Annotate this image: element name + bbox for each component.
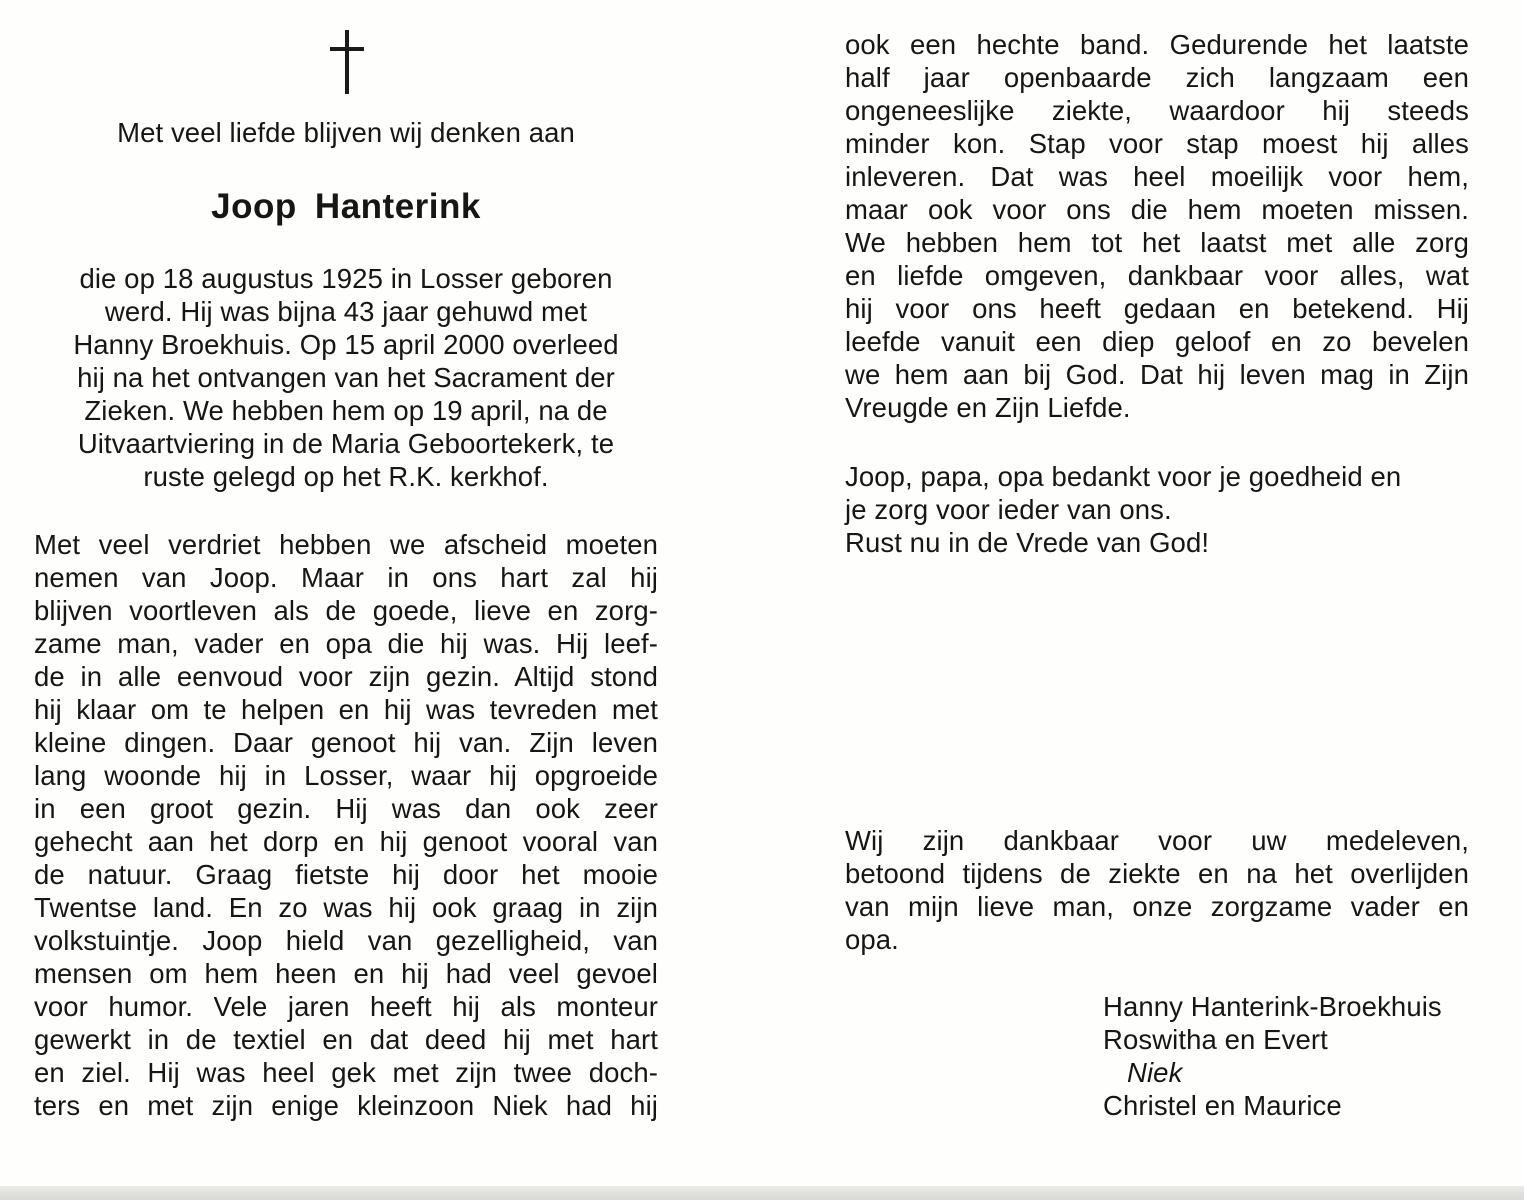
story-line: leefde vanuit een diep geloof en zo bevelen <box>845 326 1469 357</box>
thanks-line: van mijn lieve man, onze zorgzame vader en <box>845 891 1469 922</box>
story-line: en liefde omgeven, dankbaar voor alles, wat <box>845 260 1469 291</box>
story-line: Met veel verdriet hebben we afscheid moeten <box>34 529 658 560</box>
story-line: de natuur. Graag fietste hij door het mooie <box>34 859 658 890</box>
farewell-paragraph <box>845 460 1469 559</box>
story-line: Twentse land. En zo was hij ook graag in zijn <box>34 892 658 923</box>
latin-cross-icon <box>327 30 367 94</box>
thanks-line: Wij zijn dankbaar voor uw medeleven, <box>845 825 1469 856</box>
bio-paragraph <box>34 262 658 493</box>
farewell-line: je zorg voor ieder van ons. <box>845 494 1172 525</box>
story-line: de in alle eenvoud voor zijn gezin. Altijd stond <box>34 661 658 692</box>
intro-text: Met veel liefde blijven wij denken aan <box>117 117 575 148</box>
story-line: minder kon. Stap voor stap moest hij alles <box>845 128 1469 159</box>
story-line: kleine dingen. Daar genoot hij van. Zijn leven <box>34 727 658 758</box>
story-line: gewerkt in de textiel en dat deed hij met hart <box>34 1024 658 1055</box>
farewell-line: Joop, papa, opa bedankt voor je goedheid en <box>845 461 1402 492</box>
bio-line: ruste gelegd op het R.K. kerkhof. <box>143 461 549 492</box>
story-line: inleveren. Dat was heel moeilijk voor hem, <box>845 161 1469 192</box>
thanks-line: opa. <box>845 924 899 955</box>
story-line: ters en met zijn enige kleinzoon Niek had hij <box>34 1090 658 1121</box>
thanks-paragraph <box>845 824 1469 956</box>
signer-name: Roswitha en Evert <box>1103 1024 1328 1055</box>
story-line: we hem aan bij God. Dat hij leven mag in Zijn <box>845 359 1469 390</box>
story-line: en ziel. Hij was heel gek met zijn twee doch- <box>34 1057 658 1088</box>
story-line: Vreugde en Zijn Liefde. <box>845 392 1131 423</box>
continued-story-paragraph <box>845 28 1469 424</box>
story-line: zame man, vader en opa die hij was. Hij leef- <box>34 628 658 659</box>
bio-line: hij na het ontvangen van het Sacrament der <box>77 362 615 393</box>
signer-name: Christel en Maurice <box>1103 1090 1342 1121</box>
story-line: gehecht aan het dorp en hij genoot vooral van <box>34 826 658 857</box>
story-line: mensen om hem heen en hij had veel gevoel <box>34 958 658 989</box>
story-line: ook een hechte band. Gedurende het laatste <box>845 29 1469 60</box>
story-line: lang woonde hij in Losser, waar hij opgroeide <box>34 760 658 791</box>
story-line: nemen van Joop. Maar in ons hart zal hij <box>34 562 658 593</box>
story-line: hij klaar om te helpen en hij was tevreden met <box>34 694 658 725</box>
story-line: hij voor ons heeft gedaan en betekend. Hij <box>845 293 1469 324</box>
story-line: ongeneeslijke ziekte, waardoor hij steeds <box>845 95 1469 126</box>
farewell-line: Rust nu in de Vrede van God! <box>845 527 1210 558</box>
story-paragraph <box>34 528 658 1122</box>
bio-line: Hanny Broekhuis. Op 15 april 2000 overleed <box>73 329 619 360</box>
signer-name: Niek <box>1127 1057 1183 1088</box>
bio-line: Zieken. We hebben hem op 19 april, na de <box>84 395 608 426</box>
bio-line: Uitvaartviering in de Maria Geboortekerk, te <box>77 428 615 459</box>
bio-line: werd. Hij was bijna 43 jaar gehuwd met <box>104 296 588 327</box>
story-line: We hebben hem tot het laatst met alle zorg <box>845 227 1469 258</box>
deceased-name: Joop Hanterink <box>211 187 481 226</box>
story-line: maar ook voor ons die hem moeten missen. <box>845 194 1469 225</box>
story-line: volkstuintje. Joop hield van gezelligheid, van <box>34 925 658 956</box>
thanks-line: betoond tijdens de ziekte en na het overlijden <box>845 858 1469 889</box>
signers-list <box>1103 990 1483 1122</box>
bio-line: die op 18 augustus 1925 in Losser geboren <box>79 263 613 294</box>
story-line: blijven voortleven als de goede, lieve en zorg- <box>34 595 658 626</box>
signer-name: Hanny Hanterink-Broekhuis <box>1103 991 1442 1022</box>
story-line: half jaar openbaarde zich langzaam een <box>845 62 1469 93</box>
story-line: voor humor. Vele jaren heeft hij als monteur <box>34 991 658 1022</box>
story-line: in een groot gezin. Hij was dan ook zeer <box>34 793 658 824</box>
scan-edge <box>0 1186 1524 1200</box>
